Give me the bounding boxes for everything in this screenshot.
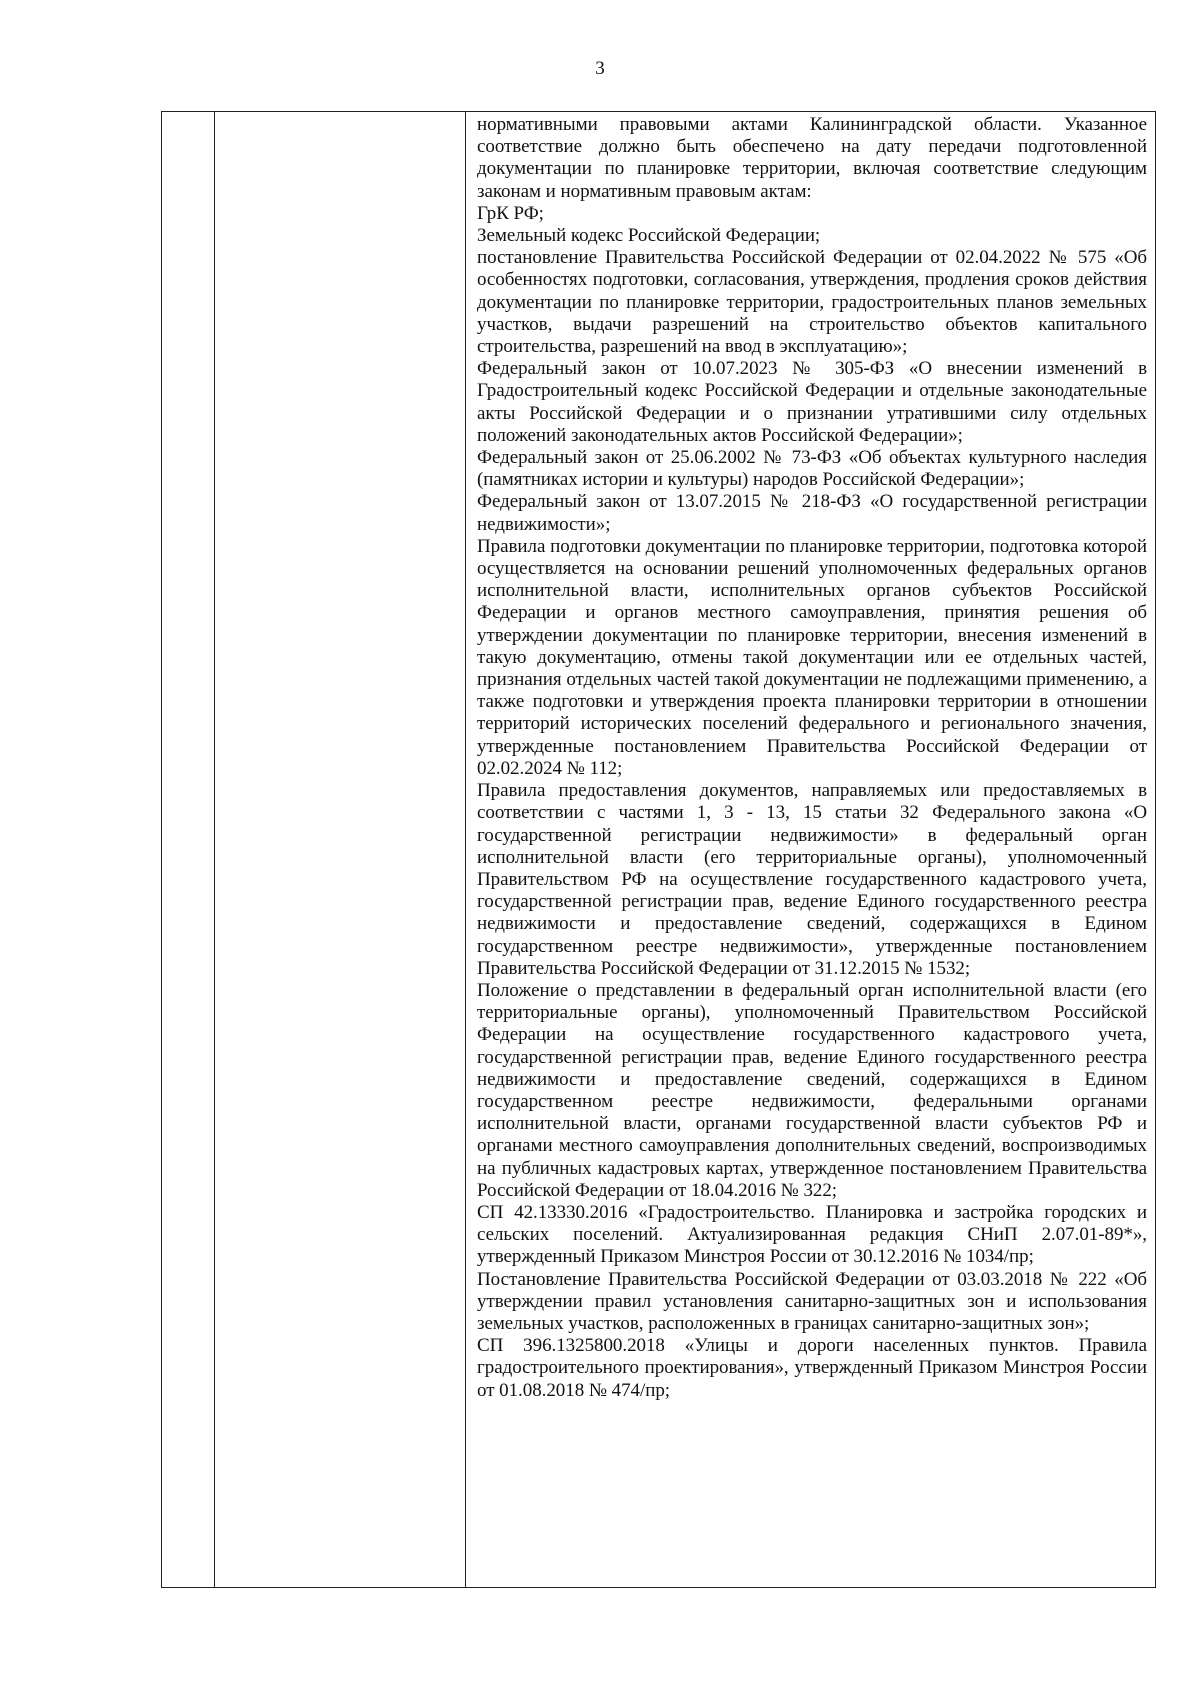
paragraph-law-218: Федеральный закон от 13.07.2015 № 218-ФЗ «О государственной регистрации недвижимости»;: [477, 491, 1147, 535]
paragraph-sp-396: СП 396.1325800.2018 «Улицы и дороги населенных пунктов. Правила градостроительного проектирования», утвержденный Приказом Минстроя России от 01.08.2018 № 474/пр;: [477, 1335, 1147, 1401]
paragraph-resolution-575: постановление Правительства Российской Федерации от 02.04.2022 № 575 «Об особенностях подготовки, согласования, утверждения, продления сроков действия документации по планировке территории, градостроительных планов земельных участков, выдачи разрешений на строительство объектов капитального строительства, разрешений на ввод в эксплуатацию»;: [477, 247, 1147, 358]
paragraph-sp-42: СП 42.13330.2016 «Градостроительство. Планировка и застройка городских и сельских поселений. Актуализированная редакция СНиП 2.07.01-89*», утвержденный Приказом Минстроя России от 30.12.2016 № 1034/пр;: [477, 1201, 1147, 1268]
content-text: [477, 114, 1147, 1402]
paragraph-regulation-322: Положение о представлении в федеральный орган исполнительной власти (его территориальные органы), уполномоченный Правительством Российской Федерации на осуществление государственного кадастрового учета, государственной регистрации прав, ведение Единого государственного реестра недвижимости и предоставление сведений, содержащихся в Едином государственном реестре недвижимости, федеральными органами исполнительной власти, органами государственной власти субъектов РФ и органами местного самоуправления дополнительных сведений, воспроизводимых на публичных кадастровых картах, утвержденное постановлением Правительства Российской Федерации от 18.04.2016 № 322;: [477, 979, 1147, 1201]
paragraph-rules-112: Правила подготовки документации по планировке территории, подготовка которой осуществляется на основании решений уполномоченных федеральных органов исполнительной власти, исполнительных органов субъектов Российской Федерации и органов местного самоуправления, принятия решения об утверждении документации по планировке территории, внесения изменений в такую документацию, отмены такой документации или ее отдельных частей, признания отдельных частей такой документации не подлежащими применению, а также подготовки и утверждения проекта планировки территории в отношении территорий исторических поселений федерального и регионального значения, утвержденные постановлением Правительства Российской Федерации от 02.02.2024 № 112;: [477, 535, 1147, 779]
paragraph-rules-1532: Правила предоставления документов, направляемых или предоставляемых в соответствии с частями 1, 3 - 13, 15 статьи 32 Федерального закона «О государственной регистрации недвижимости» в федеральный орган исполнительной власти (его территориальные органы), уполномоченный Правительством РФ на осуществление государственного кадастрового учета, государственной регистрации прав, ведение Единого государственного реестра недвижимости и предоставление сведений, содержащихся в Едином государственном реестре недвижимости», утвержденные постановлением Правительства Российской Федерации от 31.12.2015 № 1532;: [477, 780, 1147, 979]
content-cell: [466, 112, 1156, 1588]
paragraph-law-73: Федеральный закон от 25.06.2002 № 73-ФЗ «Об объектах культурного наследия (памятниках истории и культуры) народов Российской Федерации»;: [477, 447, 1147, 491]
table-row: [162, 112, 1156, 1588]
number-cell: [162, 112, 215, 1588]
paragraph-land-code: Земельный кодекс Российской Федерации;: [477, 225, 821, 247]
section-name-cell: [215, 112, 466, 1588]
paragraph-resolution-222: Постановление Правительства Российской Федерации от 03.03.2018 № 222 «Об утверждении правил установления санитарно-защитных зон и использования земельных участков, расположенных в границах санитарно-защитных зон»;: [477, 1268, 1147, 1334]
paragraph-intro: нормативными правовыми актами Калининградской области. Указанное соответствие должно быть обеспечено на дату передачи подготовленной документации по планировке территории, включая соответствие следующим законам и нормативным правовым актам:: [477, 114, 1147, 202]
requirements-table: [161, 111, 1156, 1588]
page-number: 3: [595, 58, 605, 79]
paragraph-law-305: Федеральный закон от 10.07.2023 № 305-ФЗ «О внесении изменений в Градостроительный кодекс Российской Федерации и отдельные законодательные акты Российской Федерации и о признании утратившими силу отдельных положений законодательных актов Российской Федерации»;: [477, 358, 1147, 446]
paragraph-grk: ГрК РФ;: [477, 202, 544, 224]
